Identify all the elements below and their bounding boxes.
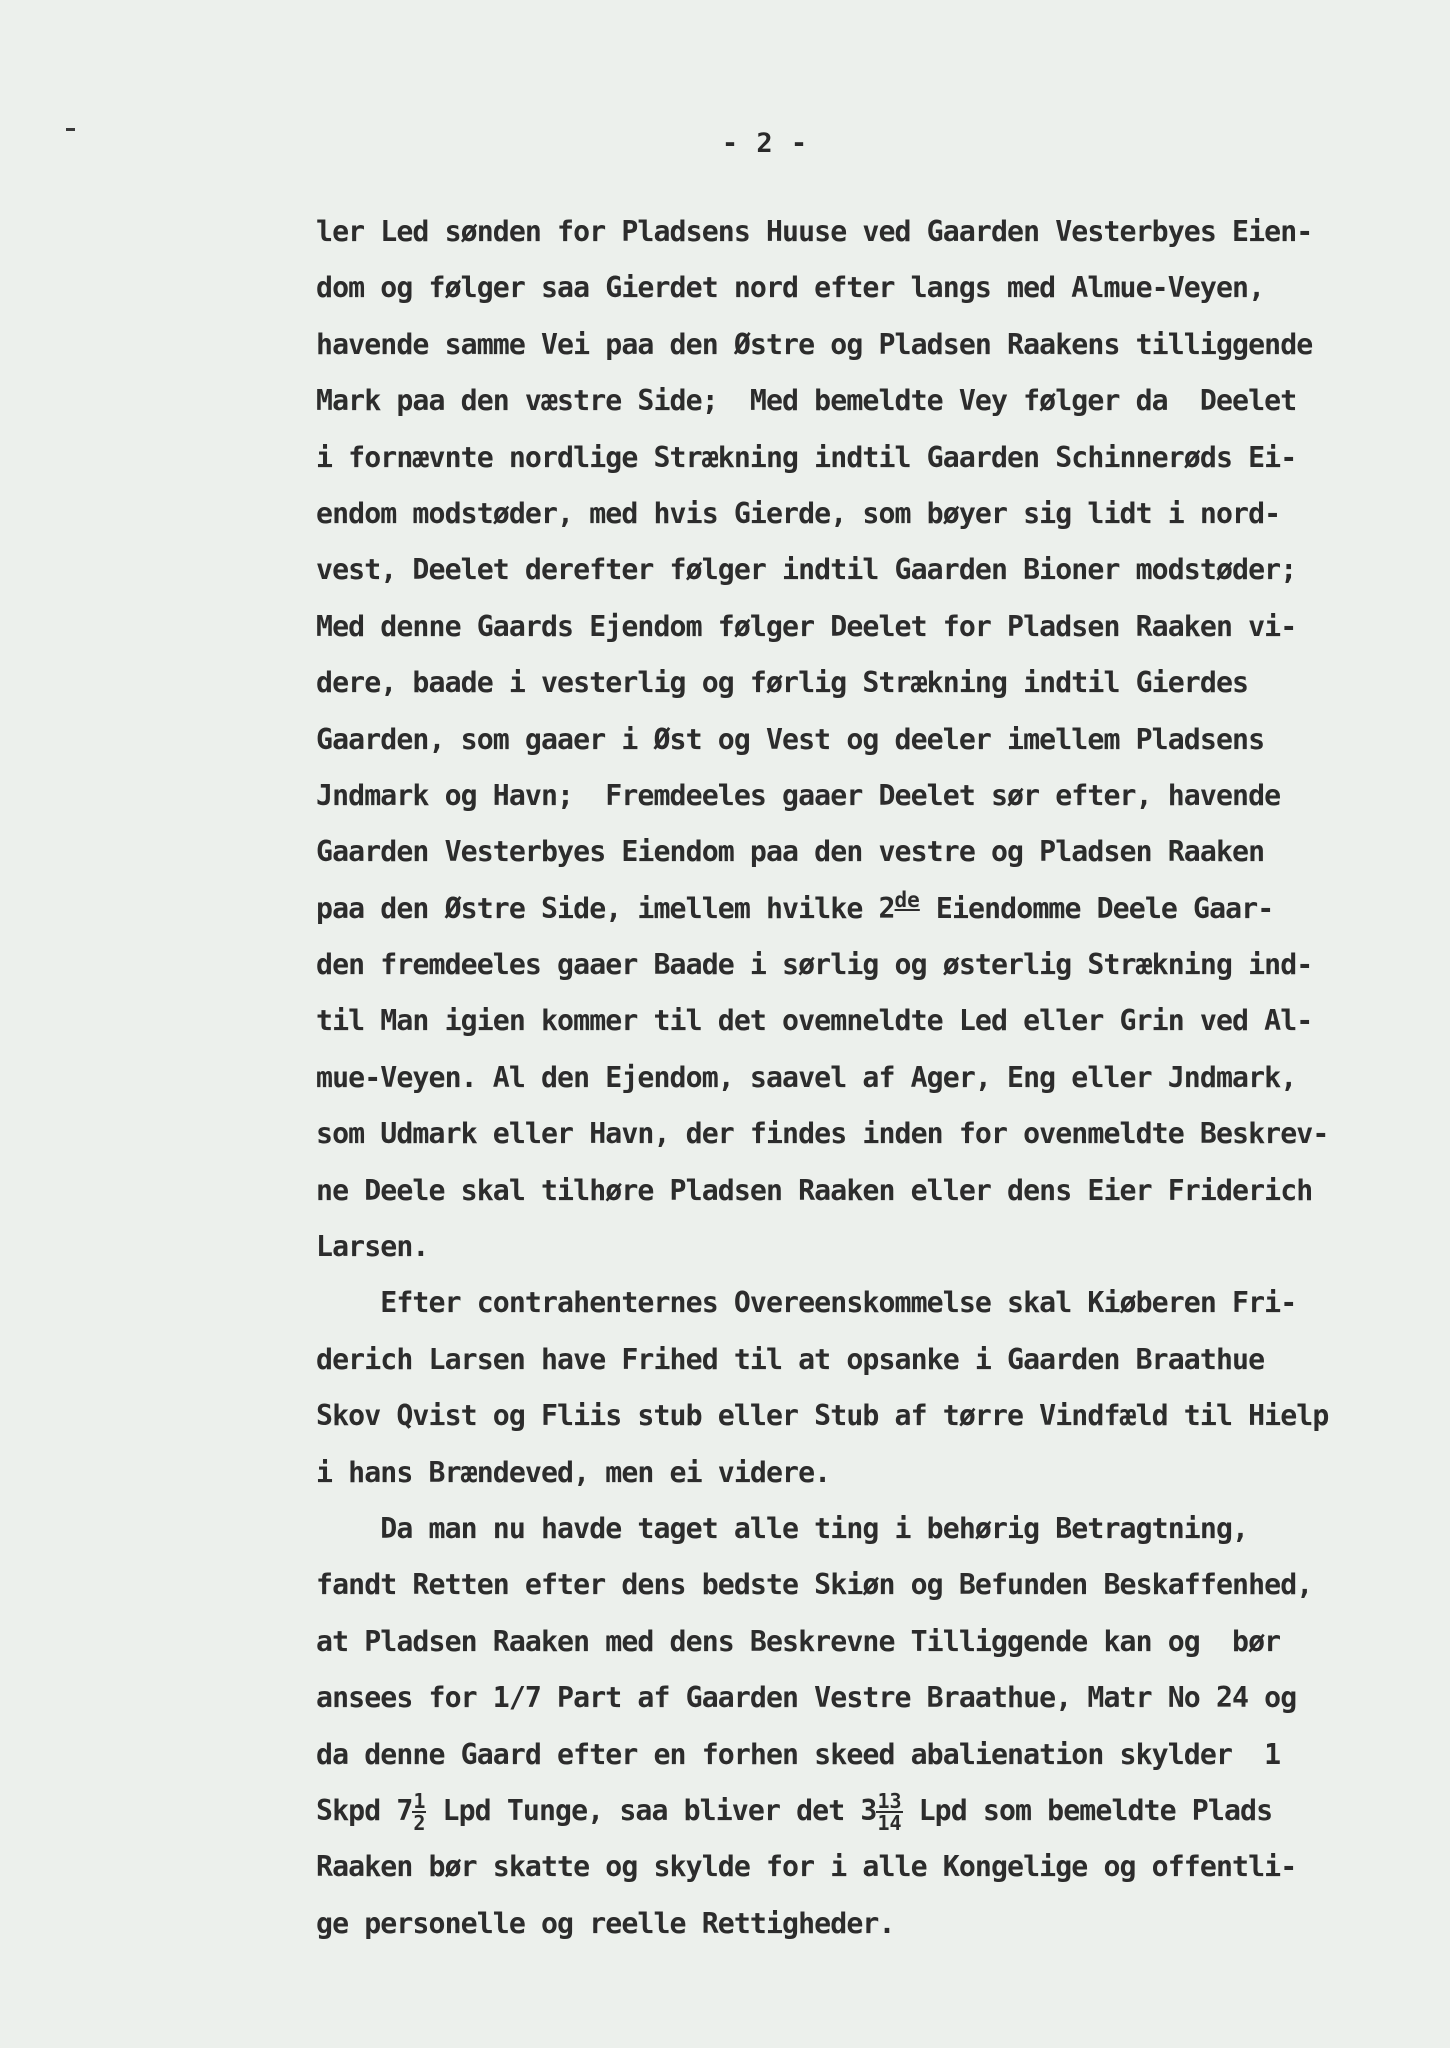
text-line: Skov Qvist og Fliis stub eller Stub af tørre Vindfæld til Hielp: [316, 1399, 1329, 1433]
text-line: ge personelle og reelle Rettigheder.: [316, 1906, 895, 1940]
thirteen-fourteenths-fraction: [876, 1788, 902, 1835]
text-line: som Udmark eller Havn, der findes inden for ovenmeldte Beskrev-: [316, 1117, 1329, 1151]
text-line: Larsen.: [316, 1230, 429, 1264]
text-line: Jndmark og Havn; Fremdeeles gaaer Deelet sør efter, havende: [316, 778, 1281, 812]
document-body: [316, 204, 1426, 1952]
text-line: endom modstøder, med hvis Gierde, som bøyer sig lidt i nord-: [316, 496, 1281, 530]
text-line: i hans Brændeved, men ei videre.: [316, 1455, 831, 1489]
fraction-numerator: 13: [877, 1788, 902, 1813]
text-line: dere, baade i vesterlig og førlig Strækning indtil Gierdes: [316, 666, 1249, 700]
half-numerator: 1: [413, 1788, 426, 1813]
text-line: ne Deele skal tilhøre Pladsen Raaken eller dens Eier Friderich: [316, 1173, 1313, 1207]
text-line: Raaken bør skatte og skylde for i alle Kongelige og offentli-: [316, 1850, 1297, 1884]
text-line: ler Led sønden for Pladsens Huuse ved Gaarden Vesterbyes Eien-: [316, 215, 1313, 248]
text-line: da denne Gaard efter en forhen skeed abalienation skylder 1: [316, 1737, 1281, 1771]
fraction-part-2: Lpd Tunge, saa bliver det 3: [426, 1793, 877, 1827]
text-line: den fremdeeles gaaer Baade i sørlig og østerlig Strækning ind-: [316, 948, 1313, 982]
text-line: mue-Veyen. Al den Ejendom, saavel af Ager, Eng eller Jndmark,: [316, 1060, 1297, 1094]
text-line: at Pladsen Raaken med dens Beskrevne Tilliggende kan og bør: [316, 1624, 1281, 1658]
half-denominator: 2: [413, 1810, 426, 1835]
half-fraction: [412, 1788, 426, 1835]
text-line: derich Larsen have Frihed til at opsanke i Gaarden Braathue: [316, 1342, 1265, 1376]
text-line: ansees for 1/7 Part af Gaarden Vestre Braathue, Matr No 24 og: [316, 1681, 1297, 1715]
ordinal-after: Eiendomme Deele Gaar-: [919, 891, 1274, 925]
fraction-part-3: Lpd som bemeldte Plads: [902, 1793, 1273, 1827]
text-line: fandt Retten efter dens bedste Skiøn og Befunden Beskaffenhed,: [316, 1568, 1313, 1602]
text-line: Efter contrahenternes Overeenskommelse skal Kiøberen Fri-: [316, 1286, 1297, 1320]
text-line: havende samme Vei paa den Østre og Pladsen Raakens tilliggende: [316, 327, 1313, 361]
fraction-denominator: 14: [877, 1810, 902, 1835]
text-line: til Man igien kommer til det ovemneldte Led eller Grin ved Al-: [316, 1004, 1313, 1038]
fraction-part-1: Skpd 7: [316, 1793, 413, 1827]
ordinal-superscript: de: [894, 887, 920, 912]
text-line: dom og følger saa Gierdet nord efter langs med Almue-Veyen,: [316, 271, 1265, 305]
text-line: Mark paa den væstre Side; Med bemeldte Vey følger da Deelet: [316, 384, 1297, 418]
text-line: Gaarden Vesterbyes Eiendom paa den vestre og Pladsen Raaken: [316, 835, 1265, 869]
text-line: Gaarden, som gaaer i Øst og Vest og deeler imellem Pladsens: [316, 722, 1265, 756]
text-line-ordinal: [316, 881, 1426, 937]
page-number: - 2 -: [721, 128, 809, 159]
text-line: vest, Deelet derefter følger indtil Gaarden Bioner modstøder;: [316, 553, 1297, 587]
ordinal-before: paa den Østre Side, imellem hvilke 2: [316, 891, 895, 925]
text-line: i fornævnte nordlige Strækning indtil Gaarden Schinnerøds Ei-: [316, 440, 1297, 474]
text-line-fraction: [316, 1783, 1426, 1839]
text-line: Med denne Gaards Ejendom følger Deelet for Pladsen Raaken vi-: [316, 609, 1297, 643]
text-line: Da man nu havde taget alle ting i behørig Betragtning,: [316, 1511, 1249, 1545]
